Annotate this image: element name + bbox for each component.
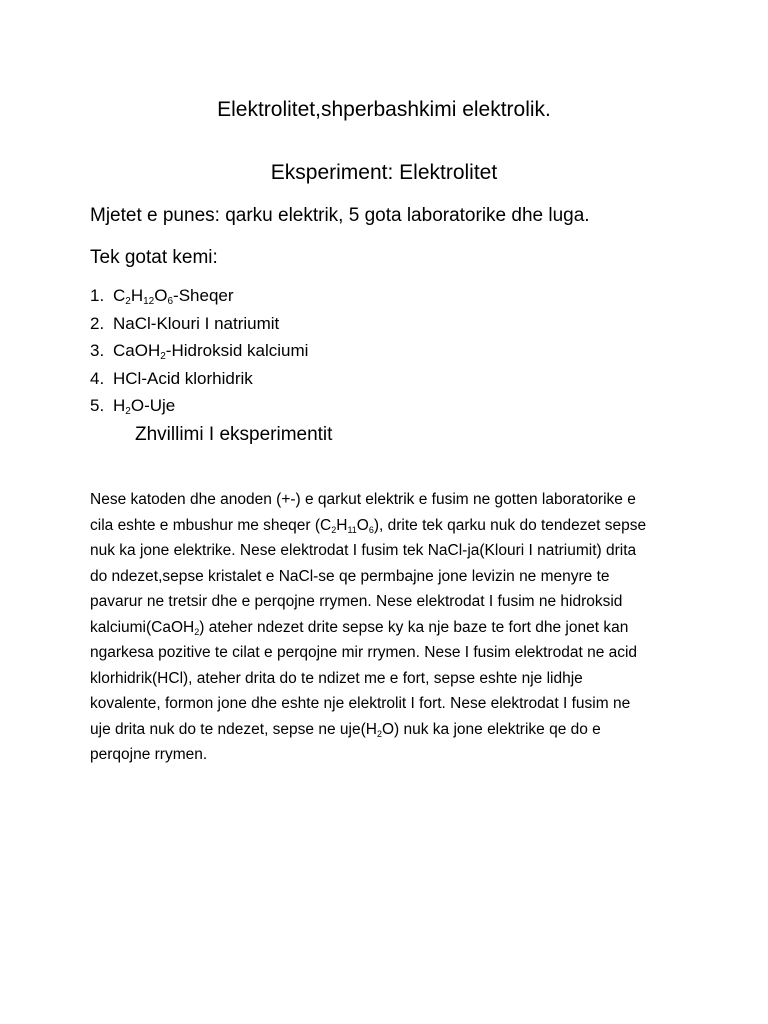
substance-list [90,284,308,422]
text-run: ), drite tek qarku nuk do tendezet sepse [373,516,647,534]
body-line: ngarkesa pozitive te cilat e perqojne mir rrymen. Nese I fusim elektrodat ne acid [90,644,638,661]
list-number: 4. [90,368,105,388]
formula-subscript: 6 [167,296,174,307]
body-line: pavarur ne tretsir dhe e perqojne rrymen. Nese elektrodat I fusim ne hidroksid [90,593,623,610]
list-text: HCl-Acid klorhidrik [113,368,253,388]
text-run: H [336,516,348,534]
formula-subscript: 2 [125,296,131,307]
intro-paragraph: Tek gotat kemi: [90,247,218,268]
body-line: do ndezet,sepse kristalet e NaCl-se qe permbajne jone levizin ne menyre te [90,567,610,585]
formula-text: C [113,286,126,305]
text-run: uje drita nuk do te ndezet, sepse ne uje(H [90,720,377,738]
list-item [90,339,308,367]
formula-text: H [130,286,144,305]
list-number: 5. [90,396,105,415]
section-heading: Zhvillimi I eksperimentit [135,424,333,445]
list-number: 3. [90,341,105,360]
text-run: kalciumi(CaOH [90,618,195,636]
tools-paragraph: Mjetet e punes: qarku elektrik, 5 gota laboratorike dhe luga. [90,205,590,226]
list-item [90,367,308,395]
body-line [90,717,680,743]
formula-text: -Hidroksid kalciumi [165,341,309,360]
list-number: 1. [90,286,105,305]
list-item [90,394,308,422]
formula-subscript: 2 [331,524,337,535]
formula-text: CaOH [113,341,161,360]
formula-subscript: 2 [160,351,166,362]
text-run: O) nuk ka jone elektrike qe do e [381,720,601,738]
text-run: O [356,516,369,534]
body-line: perqojne rrymen. [90,746,208,763]
body-line: Nese katoden dhe anoden (+-) e qarkut elektrik e fusim ne gotten laboratorike e [90,491,636,508]
formula-subscript: 12 [143,296,155,307]
body-line [90,615,680,641]
formula-subscript: 2 [194,626,200,637]
formula-subscript: 2 [376,728,382,739]
formula-subscript: 6 [368,524,374,535]
text-run: ) ateher ndezet drite sepse ky ka nje baze te fort dhe jonet kan [199,618,629,636]
document-title: Elektrolitet,shperbashkimi elektrolik. [217,98,551,121]
body-line: kovalente, formon jone dhe eshte nje elektrolit I fort. Nese elektrodat I fusim ne [90,695,631,712]
formula-text: O-Uje [130,396,176,415]
body-line: klorhidrik(HCl), ateher drita do te ndizet me e fort, sepse eshte nje lidhje [90,669,583,687]
body-line: nuk ka jone elektrike. Nese elektrodat I fusim tek NaCl-ja(Klouri I natriumit) drita [90,542,637,559]
formula-subscript: 11 [347,524,357,535]
list-item [90,284,308,312]
formula-subscript: 2 [125,406,131,417]
body-line [90,513,680,539]
formula-text: H [113,396,126,415]
list-item [90,312,308,340]
list-number: 2. [90,313,105,333]
formula-text: O [154,286,168,305]
experiment-subtitle: Eksperiment: Elektrolitet [270,161,498,184]
text-run: cila eshte e mbushur me sheqer (C [90,516,332,534]
body-paragraph [90,487,680,768]
formula-text: -Sheqer [173,286,234,305]
list-text: NaCl-Klouri I natriumit [113,313,280,333]
